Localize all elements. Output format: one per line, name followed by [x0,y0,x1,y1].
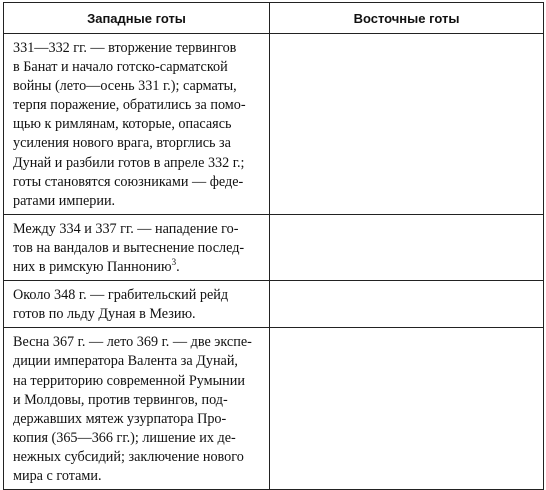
header-row [4,3,544,34]
west-cell: Около 348 г. — грабительский рейд готов по льду Дуная в Мезию. [4,281,270,328]
west-cell [4,214,270,280]
header-western-goths: Западные готы [4,3,270,34]
west-cell: Весна 367 г. — лето 369 г. — две экспе- диции императора Валента за Дунай, на территорию современной Румынии и Молдовы, против тервингов, под- державших мятеж узурпатора Про- копия (365—366 гг.); лишение их де- нежных субсидий; заключение нового мира с готами. [4,328,270,490]
header-eastern-goths: Восточные готы [270,3,544,34]
row-text-tail: . [176,259,180,276]
row-text: Между 334 и 337 гг. — нападение го- тов на вандалов и вытеснение послед- них в римскую Паннонию [13,220,245,276]
table-row [4,214,544,280]
west-cell: 331—332 гг. — вторжение тервингов в Банат и начало готско-сарматской войны (лето—осень 331 г.); сарматы, терпя поражение, обратились за помо- щью к римлянам, которые, опасаясь усиления нового врага, вторглись за Дунай и разбили готов в апреле 332 г.; готы становятся союзниками — феде- ратами империи. [4,34,270,215]
east-cell [270,34,544,215]
table-row [4,34,544,215]
table-row [4,328,544,490]
table-row [4,281,544,328]
east-cell [270,214,544,280]
chronology-table [3,2,544,490]
footnote-marker: 3 [171,257,177,268]
east-cell [270,281,544,328]
east-cell [270,328,544,490]
